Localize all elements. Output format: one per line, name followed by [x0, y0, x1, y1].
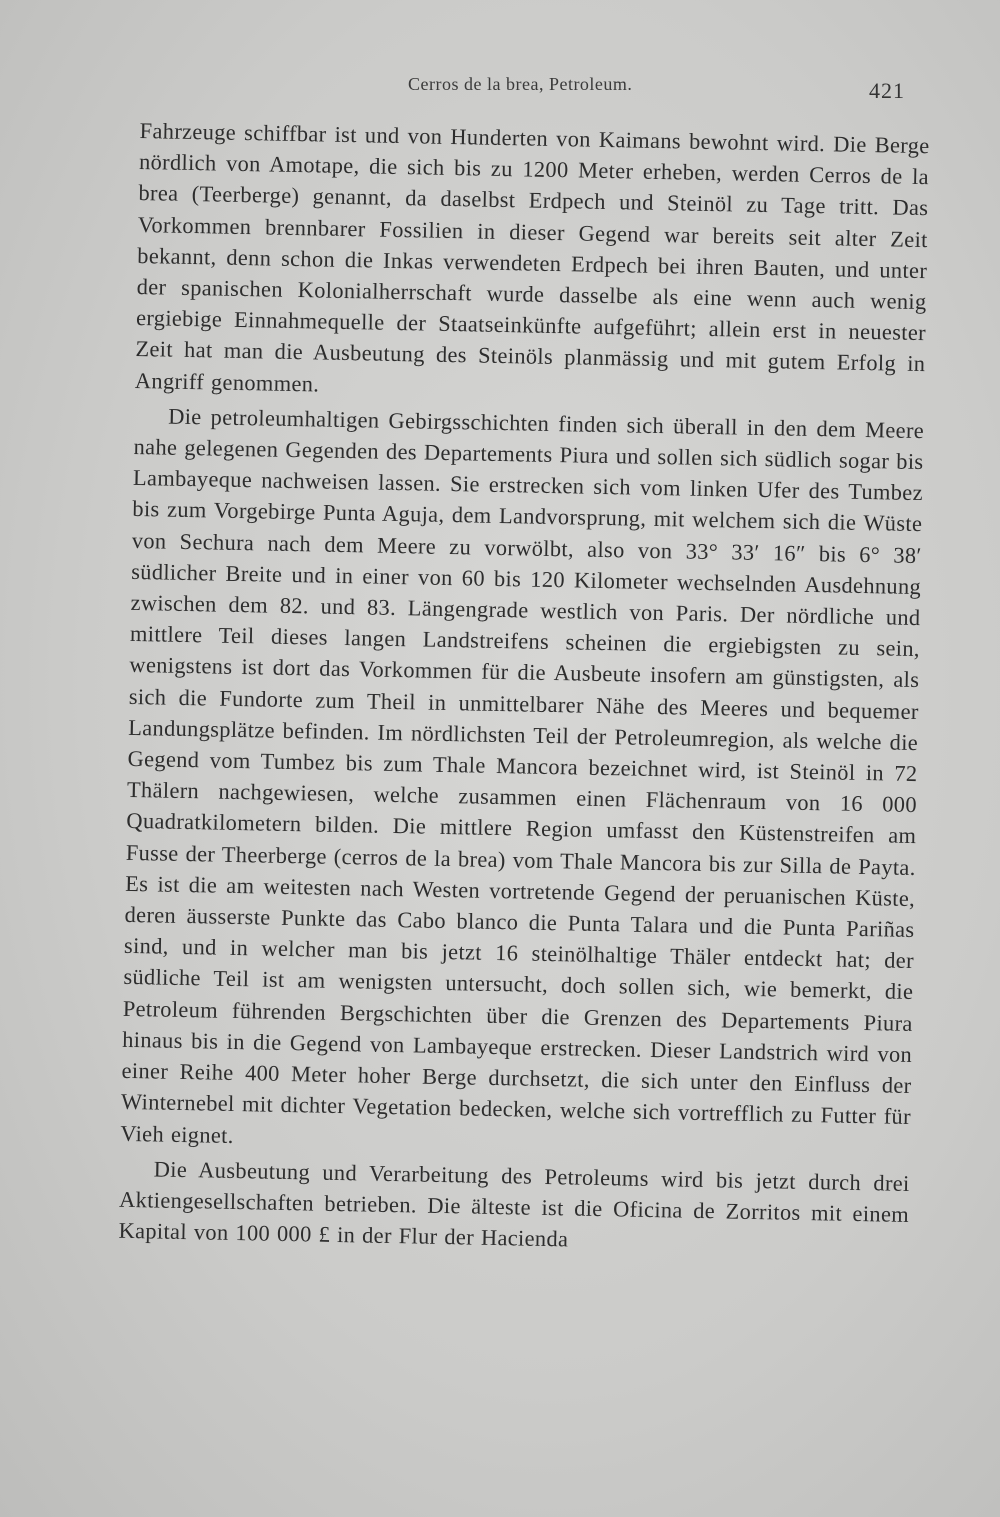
paragraph-companies: Die Ausbeutung und Verarbeitung des Petroleums wird bis jetzt durch drei Aktiengesellschaften betrieben. Die älteste ist die Oficina de Zorritos mit einem Kapital von 100 000 £ in der Flur der Hacienda: [118, 1156, 910, 1252]
body-text: [115, 115, 929, 1410]
page-number: 421: [869, 78, 905, 103]
running-title: Cerros de la brea, Petroleum.: [408, 74, 633, 94]
paragraph-petroleum-regions: Die petroleumhaltigen Gebirgsschichten finden sich überall in den dem Meere nahe gelegenen Gegenden des Departements Piura und sollen sich südlich sogar bis Lambayeque nachweisen lassen. Sie erstrecken sich vom linken Ufer des Tumbez bis zum Vorgebirge Punta Aguja, dem Landvorsprung, mit welchem sich die Wüste von Sechura nach dem Meere zu vorwölbt, also von 33° 33′ 16″ bis 6° 38′ südlicher Breite und in einer von 60 bis 120 Kilometer wechselnden Ausdehnung zwischen dem 82. und 83. Längengrade westlich von Paris. Der nördliche und mittlere Teil dieses langen Landstreifens scheinen die ergiebigsten zu sein, wenigstens ist dort das Vorkommen für die Ausbeute insofern am günstigsten, als sich die Fundorte zum Theil in unmittelbarer Nähe des Meeres und bequemer Landungsplätze befinden. Im nördlichsten Teil der Petroleumregion, als welche die Gegend vom Tumbez bis zum Thale Mancora bezeichnet wird, ist Steinöl in 72 Thälern nachgewiesen, welche zusammen einen Flächenraum von 16 000 Quadratkilometern bilden. Die mittlere Region umfasst den Küstenstreifen am Fusse der Theerberge (cerros de la brea) vom Thale Mancora bis zur Silla de Payta. Es ist die am weitesten nach Westen vortretende Gegend der peruanischen Küste, deren äusserste Punkte das Cabo blanco die Punta Talara und die Punta Pariñas sind, und in welcher man bis jetzt 16 steinölhaltige Thäler entdeckt hat; der südliche Teil ist am wenigsten untersucht, doch sollen sich, wie bemerkt, die Petroleum führenden Bergschichten über die Grenzen des Departements Piura hinaus bis in die Gegend von Lambayeque erstrecken. Dieser Landstrich wird von einer Reihe 400 Meter hoher Berge durchsetzt, die sich unter den Einfluss der Winternebel mit dichter Vegetation bedecken, welche sich vortrefflich zu Futter für Vieh eignet.: [120, 403, 925, 1148]
paragraph-continued: Fahrzeuge schiffbar ist und von Hunderten von Kaimans bewohnt wird. Die Berge nördlich von Amotape, die sich bis zu 1200 Meter erheben, werden Cerros de la brea (Teerberge) genannt, da daselbst Erdpech und Steinöl zu Tage tritt. Das Vorkommen brennbarer Fossilien in dieser Gegend war bereits seit alter Zeit bekannt, denn schon die Inkas verwendeten Erdpech bei ihren Bauten, und unter der spanischen Kolonialherrschaft wurde dasselbe als eine wenn auch wenig ergiebige Einnahmequelle der Staatseinkünfte aufgeführt; allein erst in neuester Zeit hat man die Ausbeutung des Steinöls planmässig und mit gutem Erfolg in Angriff genommen.: [134, 117, 930, 397]
running-head: [0, 70, 1000, 104]
